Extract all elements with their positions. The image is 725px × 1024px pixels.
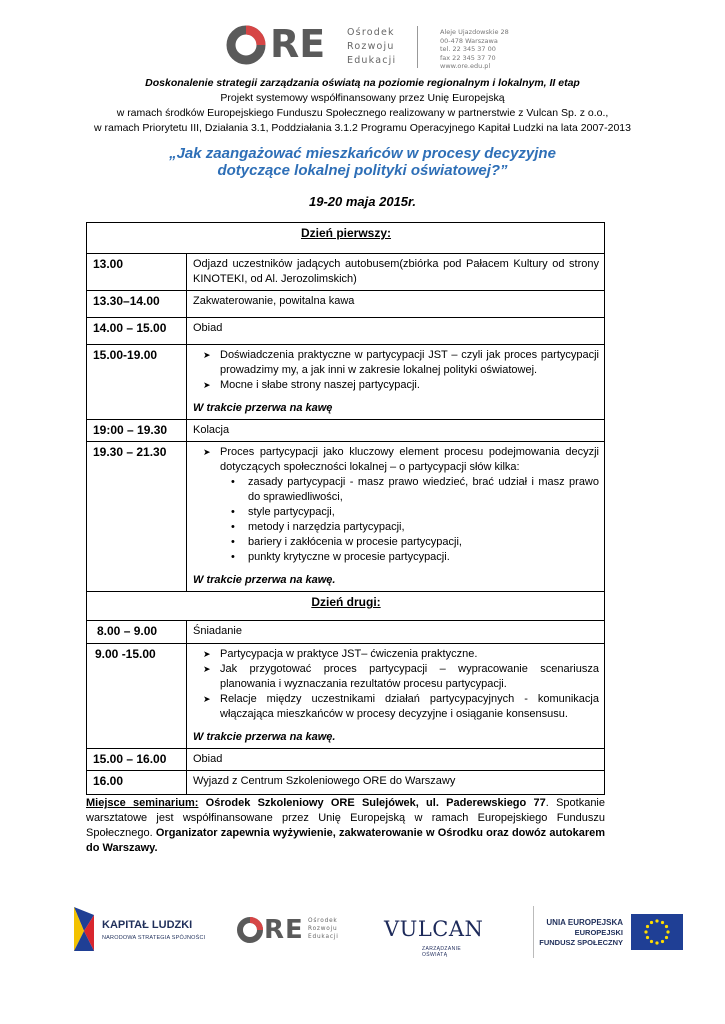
- ore-footer-logo: [236, 914, 339, 946]
- day-heading-row: [87, 223, 605, 254]
- row-time: 19.30 – 21.30: [87, 442, 187, 592]
- row-time: 13.00: [87, 254, 187, 291]
- logo-separator: [417, 26, 418, 68]
- ore-footer-subtitle: Ośrodek Rozwoju Edukacji: [308, 918, 339, 940]
- row-content: [187, 644, 605, 749]
- sub-list-item: • metody i narzędzia partycypacji,: [231, 520, 599, 535]
- venue-place: Ośrodek Szkoleniowy ORE Sulejówek, ul. Paderewskiego 77: [198, 797, 546, 809]
- row-text: Odjazd uczestników jadących autobusem(zbiórka pod Pałacem Kultury od strony KINOTEKI, od Al. Jerozolimskich): [187, 254, 605, 291]
- row-text: Śniadanie: [187, 621, 605, 644]
- table-row: [87, 291, 605, 318]
- sub-list-item: • style partycypacji,: [231, 505, 599, 520]
- eu-logo: [533, 906, 683, 958]
- row-text: Zakwaterowanie, powitalna kawa: [187, 291, 605, 318]
- sub-list-item: • zasady partycypacji - masz prawo wiedzieć, brać udział i masz prawo do sprawiedliwości,: [231, 475, 599, 505]
- project-funding-line: Projekt systemowy współfinansowany przez Unię Europejską: [220, 92, 505, 104]
- table-row: [87, 644, 605, 749]
- seminar-date: 19-20 maja 2015r.: [309, 194, 416, 209]
- program-table: [86, 222, 605, 795]
- kapital-ludzki-star-icon: [70, 905, 96, 953]
- venue-organizer: Organizator zapewnia wyżywienie, zakwaterowanie w Ośrodku oraz dowóz autokarem do Warszawy.: [86, 827, 606, 854]
- table-row: [87, 420, 605, 442]
- day-heading-row: [87, 592, 605, 621]
- venue-funding: . Spotkanie warsztatowe jest współfinansowane przez Unię Europejską w ramach Europejskiego Funduszu Społecznego.: [86, 797, 605, 839]
- row-time: 15.00-19.00: [87, 345, 187, 420]
- break-note: W trakcie przerwa na kawę.: [193, 731, 336, 743]
- ore-footer-logo-icon: [236, 916, 264, 944]
- row-text: Wyjazd z Centrum Szkoleniowego ORE do Warszawy: [187, 771, 605, 795]
- row-time: 14.00 – 15.00: [87, 318, 187, 345]
- list-item: ➤ Mocne i słabe strony naszej partycypacji.: [203, 378, 599, 393]
- project-program-line: w ramach Priorytetu III, Działania 3.1, Poddziałania 3.1.2 Programu Operacyjnego Kapitał Ludzki na lata 2007-2013: [94, 122, 631, 134]
- list-item: ➤ Jak przygotować proces partycypacji – wypracowanie scenariusza planowania i wyznaczania rezultatów procesu partycypacji.: [203, 662, 599, 692]
- ore-logo-icon: [226, 25, 266, 65]
- seminar-title: „Jak zaangażować mieszkańców w procesy decyzyjne dotyczące lokalnej polityki oświatowej?”: [169, 145, 556, 179]
- break-note: W trakcie przerwa na kawę.: [193, 574, 336, 586]
- ore-footer-text: RE: [264, 915, 304, 945]
- row-time: 13.30–14.00: [87, 291, 187, 318]
- row-time: 8.00 – 9.00: [87, 621, 187, 644]
- table-row: [87, 771, 605, 795]
- row-time: 19:00 – 19.30: [87, 420, 187, 442]
- row-content: [187, 345, 605, 420]
- table-row: [87, 749, 605, 771]
- row-time: 16.00: [87, 771, 187, 795]
- sub-list-item: • punkty krytyczne w procesie partycypacji.: [231, 550, 599, 565]
- table-row: [87, 345, 605, 420]
- header-logo-block: [0, 0, 725, 75]
- row-text: Kolacja: [187, 420, 605, 442]
- ore-logo-subtitle: Ośrodek Rozwoju Edukacji: [347, 27, 397, 66]
- sub-list-item: • bariery i zakłócenia w procesie partycypacji,: [231, 535, 599, 550]
- ore-address: Aleje Ujazdowskie 28 00-478 Warszawa tel. 22 345 37 00 fax 22 345 37 70 www.ore.edu.pl: [440, 28, 509, 70]
- table-row: [87, 442, 605, 592]
- kapital-ludzki-logo: KAPITAŁ LUDZKI NARODOWA STRATEGIA SPÓJNOŚCI: [70, 905, 220, 955]
- eu-flag-icon: [631, 914, 683, 950]
- row-text: Obiad: [187, 749, 605, 771]
- venue-label: Miejsce seminarium:: [86, 797, 199, 809]
- day2-heading: Dzień drugi:: [87, 592, 605, 621]
- eu-text: UNIA EUROPEJSKA EUROPEJSKI FUNDUSZ SPOŁECZNY: [539, 918, 623, 947]
- row-content: [187, 442, 605, 592]
- break-note: W trakcie przerwa na kawę: [193, 402, 333, 414]
- row-text: Obiad: [187, 318, 605, 345]
- project-partner-line: w ramach środków Europejskiego Funduszu Społecznego realizowany w partnerstwie z Vulcan Sp. z o.o.,: [116, 107, 609, 119]
- table-row: [87, 621, 605, 644]
- table-row: [87, 254, 605, 291]
- list-item: ➤ Relacje między uczestnikami działań partycypacyjnych - komunikacja włączająca mieszkańców w procesy decyzyjne i osiąganie konsensusu.: [203, 692, 599, 722]
- ore-logo-text: RE: [270, 22, 326, 66]
- vulcan-logo: VULCAN ZARZĄDZANIE OŚWIATĄ: [384, 917, 484, 958]
- list-item: ➤ Proces partycypacji jako kluczowy element procesu podejmowania decyzji dotyczących społeczności lokalnej – o partycypacji słów kilka:: [203, 445, 599, 475]
- table-row: [87, 318, 605, 345]
- day1-heading: Dzień pierwszy:: [87, 223, 605, 254]
- project-name: Doskonalenie strategii zarządzania oświatą na poziomie regionalnym i lokalnym, II etap: [145, 77, 580, 89]
- row-time: 15.00 – 16.00: [87, 749, 187, 771]
- list-item: ➤ Partycypacja w praktyce JST– ćwiczenia praktyczne.: [203, 647, 599, 662]
- venue-info: [86, 796, 605, 856]
- project-intro: [0, 76, 725, 136]
- list-item: ➤ Doświadczenia praktyczne w partycypacji JST – czyli jak proces partycypacji prowadzimy my, a jak inni w zakresie lokalnej polityki oświatowej.: [203, 348, 599, 378]
- row-time: 9.00 -15.00: [87, 644, 187, 749]
